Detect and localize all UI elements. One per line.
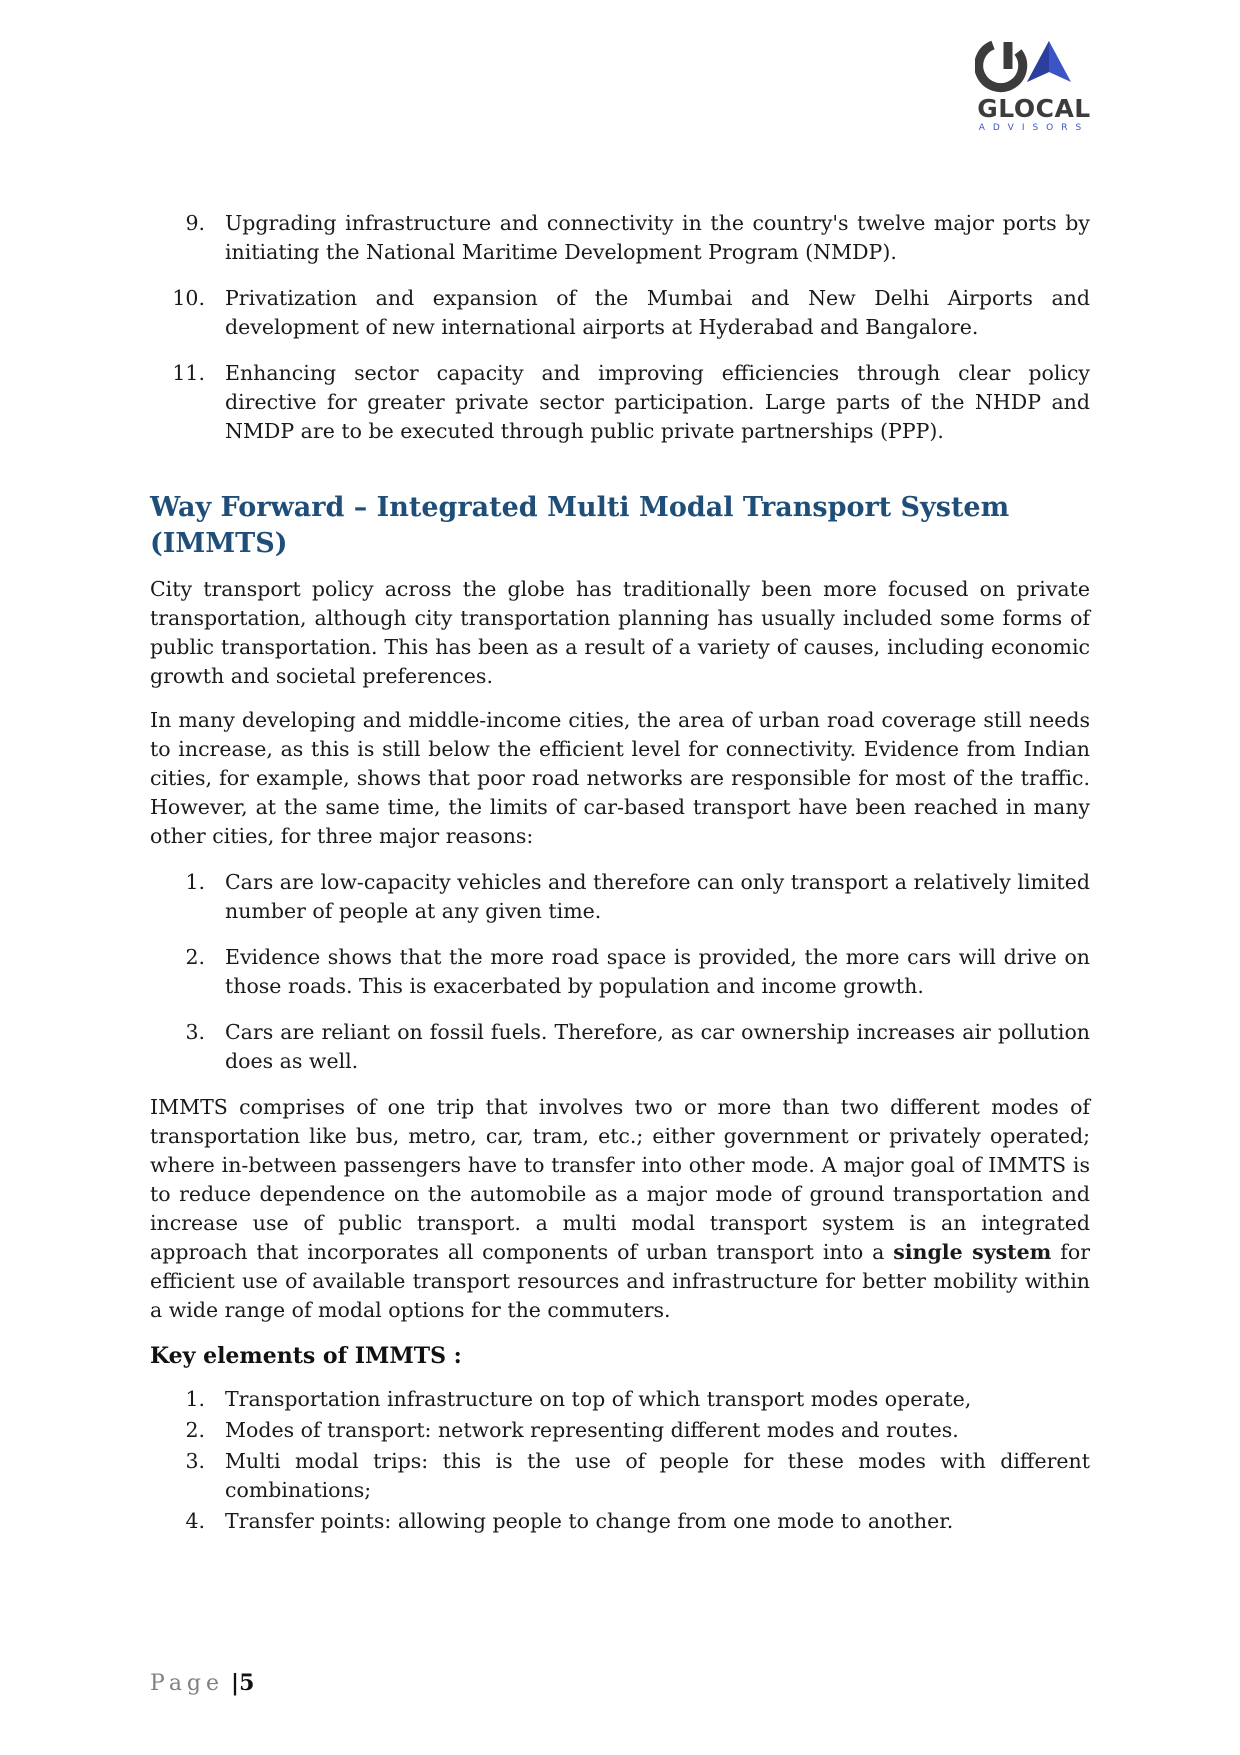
list-item: [150, 1416, 1090, 1445]
page-separator: |: [231, 1670, 240, 1696]
list-text: Upgrading infrastructure and connectivity in the country's twelve major ports by initiating the National Maritime Development Program (NMDP).: [225, 211, 1090, 264]
page-footer: [150, 1670, 254, 1696]
list-item: [150, 359, 1090, 446]
list-text: Multi modal trips: this is the use of people for these modes with different combinations;: [225, 1449, 1090, 1502]
list-text: Transfer points: allowing people to change from one mode to another.: [225, 1509, 954, 1533]
list-text: Privatization and expansion of the Mumbai and New Delhi Airports and development of new international airports at Hyderabad and Bangalore.: [225, 286, 1090, 339]
list-number: 3.: [185, 1449, 205, 1473]
reasons-list: [150, 868, 1090, 1076]
list-number: 9.: [185, 211, 205, 235]
list-number: 10.: [172, 286, 205, 310]
list-number: 1.: [185, 1387, 205, 1411]
paragraph-road-coverage: In many developing and middle-income cities, the area of urban road coverage still needs to increase, as this is still below the efficient level for connectivity. Evidence from Indian cities, for example, shows that poor road networks are responsible for most of the traffic. However, at the same time, the limits of car-based transport have been reached in many other cities, for three major reasons:: [150, 708, 1090, 848]
list-number: 11.: [172, 361, 205, 385]
list-item: [150, 209, 1090, 267]
list-number: 3.: [185, 1020, 205, 1044]
list-number: 1.: [185, 870, 205, 894]
infrastructure-list: [150, 209, 1090, 446]
list-item: [150, 1507, 1090, 1536]
list-number: 2.: [185, 945, 205, 969]
page-number: 5: [239, 1670, 255, 1696]
list-item: [150, 943, 1090, 1001]
list-text: Transportation infrastructure on top of which transport modes operate,: [225, 1387, 972, 1411]
list-text: Enhancing sector capacity and improving efficiencies through clear policy directive for greater private sector participation. Large parts of the NHDP and NMDP are to be executed through public private partnerships (PPP).: [225, 361, 1090, 443]
paragraph-text: IMMTS comprises of one trip that involves two or more than two different modes of transportation like bus, metro, car, tram, etc.; either government or privately operated; where in-between passengers have to transfer into other mode. A major goal of IMMTS is to reduce dependence on the automobile as a major mode of ground transportation and increase use of public transport. a multi modal transport system is an integrated approach that incorporates all components of urban transport into a: [150, 1095, 1090, 1264]
glocal-advisors-logo: [975, 38, 1095, 138]
paragraph-text: for efficient use of available transport resources and infrastructure for better mobility within a wide range of modal options for the commuters.: [150, 1240, 1091, 1322]
list-text: Cars are low-capacity vehicles and therefore can only transport a relatively limited number of people at any given time.: [225, 870, 1090, 923]
list-item: [150, 1018, 1090, 1076]
logo-name: GLOCAL: [977, 94, 1091, 123]
list-text: Modes of transport: network representing different modes and routes.: [225, 1418, 959, 1442]
list-item: [150, 868, 1090, 926]
paragraph-transport-policy: City transport policy across the globe has traditionally been more focused on private transportation, although city transportation planning has usually included some forms of public transportation. This has been as a result of a variety of causes, including economic growth and societal preferences.: [150, 577, 1090, 688]
list-text: Cars are reliant on fossil fuels. Therefore, as car ownership increases air pollution does as well.: [225, 1020, 1090, 1073]
page-label: Page: [150, 1671, 225, 1696]
list-item: [150, 1447, 1090, 1505]
logo-subtitle: ADVISORS: [978, 123, 1090, 133]
list-item: [150, 1385, 1090, 1414]
key-elements-list: [150, 1385, 1090, 1536]
list-text: Evidence shows that the more road space is provided, the more cars will drive on those roads. This is exacerbated by population and income growth.: [225, 945, 1090, 998]
logo-mark-icon: [975, 38, 1095, 98]
bold-phrase: single system: [893, 1240, 1052, 1264]
page-content: [150, 209, 1090, 1538]
key-elements-heading: Key elements of IMMTS :: [150, 1343, 462, 1369]
section-heading: Way Forward – Integrated Multi Modal Transport System (IMMTS): [150, 492, 1010, 559]
list-item: [150, 284, 1090, 342]
list-number: 4.: [185, 1509, 205, 1533]
list-number: 2.: [185, 1418, 205, 1442]
paragraph-immts-definition: [150, 1093, 1090, 1325]
